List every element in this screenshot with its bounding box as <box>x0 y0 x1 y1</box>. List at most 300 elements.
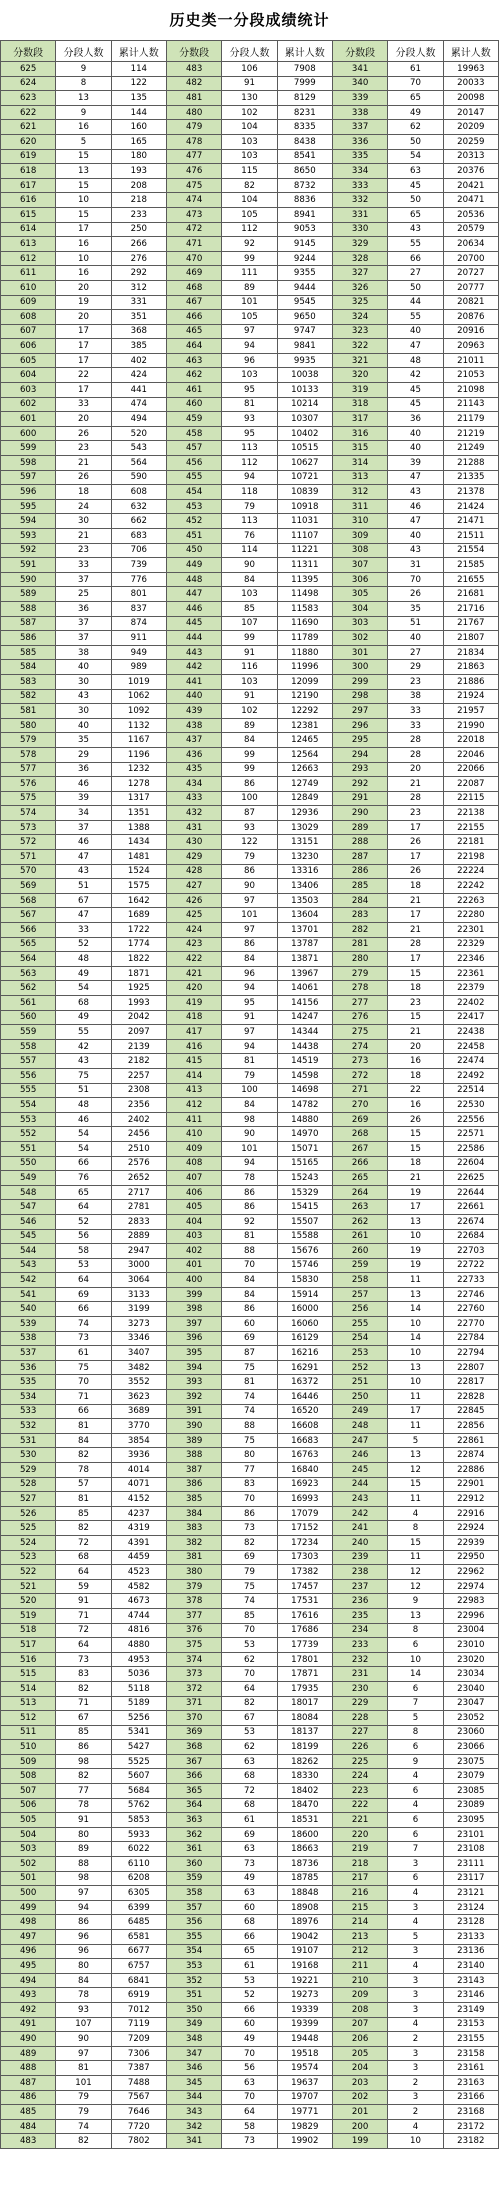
cell-score-segment: 576 <box>1 777 56 792</box>
cell-cumulative-count: 20313 <box>443 149 498 164</box>
cell-cumulative-count: 1575 <box>111 879 166 894</box>
cell-cumulative-count: 1722 <box>111 923 166 938</box>
cell-cumulative-count: 1062 <box>111 689 166 704</box>
cell-segment-count: 55 <box>388 237 443 252</box>
cell-score-segment: 416 <box>166 1039 221 1054</box>
table-row <box>1 1390 499 1405</box>
cell-cumulative-count: 2097 <box>111 1025 166 1040</box>
cell-score-segment: 506 <box>1 1798 56 1813</box>
cell-score-segment: 512 <box>1 1711 56 1726</box>
cell-score-segment: 409 <box>166 1141 221 1156</box>
table-row <box>1 1857 499 1872</box>
cell-score-segment: 235 <box>332 1608 387 1623</box>
cell-cumulative-count: 11583 <box>277 601 332 616</box>
cell-segment-count: 113 <box>222 441 277 456</box>
cell-segment-count: 91 <box>222 689 277 704</box>
cell-score-segment: 410 <box>166 1127 221 1142</box>
cell-segment-count: 112 <box>222 456 277 471</box>
cell-segment-count: 75 <box>222 1579 277 1594</box>
cell-cumulative-count: 8941 <box>277 207 332 222</box>
cell-cumulative-count: 632 <box>111 499 166 514</box>
cell-cumulative-count: 22939 <box>443 1535 498 1550</box>
cell-segment-count: 19 <box>388 1185 443 1200</box>
cell-score-segment: 224 <box>332 1769 387 1784</box>
cell-segment-count: 63 <box>222 1754 277 1769</box>
cell-score-segment: 509 <box>1 1754 56 1769</box>
cell-score-segment: 484 <box>1 2119 56 2134</box>
table-row <box>1 543 499 558</box>
cell-score-segment: 507 <box>1 1784 56 1799</box>
cell-segment-count: 64 <box>56 1638 111 1653</box>
cell-cumulative-count: 13787 <box>277 937 332 952</box>
cell-score-segment: 371 <box>166 1696 221 1711</box>
cell-score-segment: 421 <box>166 966 221 981</box>
cell-cumulative-count: 23149 <box>443 2002 498 2017</box>
cell-segment-count: 102 <box>222 105 277 120</box>
cell-score-segment: 586 <box>1 631 56 646</box>
cell-segment-count: 61 <box>222 1813 277 1828</box>
cell-segment-count: 86 <box>56 1740 111 1755</box>
cell-segment-count: 53 <box>222 1725 277 1740</box>
cell-score-segment: 270 <box>332 1098 387 1113</box>
cell-score-segment: 353 <box>166 1959 221 1974</box>
cell-score-segment: 334 <box>332 164 387 179</box>
cell-cumulative-count: 22807 <box>443 1360 498 1375</box>
cell-segment-count: 65 <box>56 1185 111 1200</box>
cell-score-segment: 330 <box>332 222 387 237</box>
cell-score-segment: 595 <box>1 499 56 514</box>
cell-segment-count: 23 <box>388 806 443 821</box>
cell-cumulative-count: 23182 <box>443 2134 498 2149</box>
cell-segment-count: 84 <box>56 1433 111 1448</box>
cell-score-segment: 370 <box>166 1711 221 1726</box>
cell-cumulative-count: 13316 <box>277 864 332 879</box>
cell-segment-count: 15 <box>388 1141 443 1156</box>
table-row <box>1 1900 499 1915</box>
table-row <box>1 996 499 1011</box>
cell-cumulative-count: 18470 <box>277 1798 332 1813</box>
cell-score-segment: 406 <box>166 1185 221 1200</box>
cell-cumulative-count: 20376 <box>443 164 498 179</box>
cell-cumulative-count: 22746 <box>443 1287 498 1302</box>
table-row <box>1 222 499 237</box>
cell-score-segment: 363 <box>166 1813 221 1828</box>
cell-segment-count: 61 <box>388 62 443 77</box>
cell-cumulative-count: 368 <box>111 324 166 339</box>
cell-cumulative-count: 10918 <box>277 499 332 514</box>
cell-score-segment: 615 <box>1 207 56 222</box>
cell-score-segment: 340 <box>332 76 387 91</box>
table-row <box>1 76 499 91</box>
cell-score-segment: 345 <box>166 2075 221 2090</box>
cell-score-segment: 451 <box>166 529 221 544</box>
cell-segment-count: 5 <box>388 1711 443 1726</box>
cell-cumulative-count: 23089 <box>443 1798 498 1813</box>
cell-segment-count: 66 <box>222 2002 277 2017</box>
cell-cumulative-count: 4071 <box>111 1477 166 1492</box>
cell-cumulative-count: 23108 <box>443 1842 498 1857</box>
score-distribution-table <box>0 40 499 2149</box>
cell-cumulative-count: 22983 <box>443 1594 498 1609</box>
cell-segment-count: 90 <box>222 1127 277 1142</box>
cell-cumulative-count: 23075 <box>443 1754 498 1769</box>
cell-segment-count: 80 <box>56 1827 111 1842</box>
cell-segment-count: 47 <box>56 850 111 865</box>
cell-segment-count: 85 <box>56 1725 111 1740</box>
cell-score-segment: 364 <box>166 1798 221 1813</box>
table-row <box>1 558 499 573</box>
cell-cumulative-count: 21767 <box>443 616 498 631</box>
cell-segment-count: 7 <box>388 1842 443 1857</box>
cell-cumulative-count: 14880 <box>277 1112 332 1127</box>
cell-segment-count: 26 <box>56 426 111 441</box>
cell-segment-count: 78 <box>56 1463 111 1478</box>
cell-segment-count: 67 <box>222 1711 277 1726</box>
cell-segment-count: 4 <box>388 1506 443 1521</box>
cell-cumulative-count: 20727 <box>443 266 498 281</box>
cell-score-segment: 495 <box>1 1959 56 1974</box>
cell-segment-count: 86 <box>222 777 277 792</box>
cell-segment-count: 86 <box>222 937 277 952</box>
cell-cumulative-count: 23153 <box>443 2017 498 2032</box>
table-row <box>1 645 499 660</box>
cell-segment-count: 3 <box>388 1857 443 1872</box>
cell-score-segment: 307 <box>332 558 387 573</box>
cell-score-segment: 291 <box>332 791 387 806</box>
cell-score-segment: 300 <box>332 660 387 675</box>
cell-cumulative-count: 13967 <box>277 966 332 981</box>
cell-cumulative-count: 18137 <box>277 1725 332 1740</box>
cell-score-segment: 541 <box>1 1287 56 1302</box>
cell-segment-count: 10 <box>388 1346 443 1361</box>
cell-cumulative-count: 21249 <box>443 441 498 456</box>
table-row <box>1 62 499 77</box>
cell-cumulative-count: 22886 <box>443 1463 498 1478</box>
cell-cumulative-count: 3000 <box>111 1258 166 1273</box>
cell-segment-count: 17 <box>56 339 111 354</box>
cell-score-segment: 389 <box>166 1433 221 1448</box>
cell-cumulative-count: 266 <box>111 237 166 252</box>
cell-score-segment: 585 <box>1 645 56 660</box>
table-row <box>1 791 499 806</box>
cell-cumulative-count: 1871 <box>111 966 166 981</box>
cell-cumulative-count: 17531 <box>277 1594 332 1609</box>
cell-score-segment: 396 <box>166 1331 221 1346</box>
cell-segment-count: 86 <box>222 1185 277 1200</box>
cell-score-segment: 200 <box>332 2119 387 2134</box>
cell-score-segment: 614 <box>1 222 56 237</box>
cell-score-segment: 277 <box>332 996 387 1011</box>
cell-segment-count: 68 <box>222 1769 277 1784</box>
cell-cumulative-count: 4744 <box>111 1608 166 1623</box>
cell-segment-count: 17 <box>388 1200 443 1215</box>
cell-score-segment: 504 <box>1 1827 56 1842</box>
table-row <box>1 966 499 981</box>
cell-score-segment: 443 <box>166 645 221 660</box>
cell-score-segment: 442 <box>166 660 221 675</box>
cell-score-segment: 525 <box>1 1521 56 1536</box>
cell-cumulative-count: 17801 <box>277 1652 332 1667</box>
cell-cumulative-count: 22760 <box>443 1302 498 1317</box>
cell-segment-count: 74 <box>222 1594 277 1609</box>
cell-cumulative-count: 22361 <box>443 966 498 981</box>
cell-segment-count: 107 <box>56 2017 111 2032</box>
cell-cumulative-count: 6485 <box>111 1915 166 1930</box>
cell-cumulative-count: 989 <box>111 660 166 675</box>
cell-segment-count: 82 <box>222 1535 277 1550</box>
cell-score-segment: 515 <box>1 1667 56 1682</box>
cell-score-segment: 413 <box>166 1083 221 1098</box>
cell-score-segment: 226 <box>332 1740 387 1755</box>
cell-score-segment: 234 <box>332 1623 387 1638</box>
cell-score-segment: 281 <box>332 937 387 952</box>
cell-segment-count: 116 <box>222 660 277 675</box>
cell-cumulative-count: 22556 <box>443 1112 498 1127</box>
table-row <box>1 1010 499 1025</box>
cell-cumulative-count: 5341 <box>111 1725 166 1740</box>
cell-cumulative-count: 3854 <box>111 1433 166 1448</box>
cell-score-segment: 613 <box>1 237 56 252</box>
table-row <box>1 207 499 222</box>
cell-score-segment: 260 <box>332 1244 387 1259</box>
cell-segment-count: 19 <box>388 1244 443 1259</box>
cell-score-segment: 621 <box>1 120 56 135</box>
cell-cumulative-count: 1351 <box>111 806 166 821</box>
cell-segment-count: 21 <box>56 456 111 471</box>
cell-segment-count: 115 <box>222 164 277 179</box>
cell-cumulative-count: 23052 <box>443 1711 498 1726</box>
cell-segment-count: 22 <box>56 368 111 383</box>
cell-cumulative-count: 144 <box>111 105 166 120</box>
cell-segment-count: 17 <box>388 820 443 835</box>
cell-cumulative-count: 22115 <box>443 791 498 806</box>
cell-segment-count: 51 <box>56 1083 111 1098</box>
cell-score-segment: 333 <box>332 178 387 193</box>
cell-score-segment: 381 <box>166 1550 221 1565</box>
cell-segment-count: 75 <box>222 1433 277 1448</box>
table-row <box>1 529 499 544</box>
cell-cumulative-count: 7012 <box>111 2002 166 2017</box>
cell-cumulative-count: 20259 <box>443 134 498 149</box>
cell-score-segment: 485 <box>1 2105 56 2120</box>
cell-cumulative-count: 21681 <box>443 587 498 602</box>
cell-cumulative-count: 3482 <box>111 1360 166 1375</box>
cell-segment-count: 36 <box>56 762 111 777</box>
header-score-segment-2: 分数段 <box>166 41 221 62</box>
cell-score-segment: 482 <box>166 76 221 91</box>
table-row <box>1 1244 499 1259</box>
cell-segment-count: 88 <box>222 1419 277 1434</box>
cell-segment-count: 50 <box>388 134 443 149</box>
table-row <box>1 1433 499 1448</box>
cell-segment-count: 50 <box>388 193 443 208</box>
cell-cumulative-count: 22438 <box>443 1025 498 1040</box>
cell-cumulative-count: 7119 <box>111 2017 166 2032</box>
cell-cumulative-count: 233 <box>111 207 166 222</box>
cell-cumulative-count: 7488 <box>111 2075 166 2090</box>
cell-score-segment: 618 <box>1 164 56 179</box>
cell-score-segment: 204 <box>332 2061 387 2076</box>
cell-score-segment: 554 <box>1 1098 56 1113</box>
cell-score-segment: 597 <box>1 470 56 485</box>
table-row <box>1 1813 499 1828</box>
cell-score-segment: 574 <box>1 806 56 821</box>
cell-segment-count: 75 <box>222 1360 277 1375</box>
cell-cumulative-count: 21511 <box>443 529 498 544</box>
cell-segment-count: 79 <box>222 1068 277 1083</box>
cell-cumulative-count: 16291 <box>277 1360 332 1375</box>
cell-score-segment: 463 <box>166 353 221 368</box>
cell-score-segment: 480 <box>166 105 221 120</box>
cell-segment-count: 130 <box>222 91 277 106</box>
cell-segment-count: 66 <box>56 1302 111 1317</box>
cell-segment-count: 46 <box>56 777 111 792</box>
cell-cumulative-count: 14782 <box>277 1098 332 1113</box>
cell-segment-count: 45 <box>388 397 443 412</box>
cell-segment-count: 73 <box>56 1652 111 1667</box>
cell-segment-count: 51 <box>388 616 443 631</box>
cell-score-segment: 303 <box>332 616 387 631</box>
cell-score-segment: 341 <box>332 62 387 77</box>
cell-segment-count: 71 <box>56 1390 111 1405</box>
cell-segment-count: 73 <box>222 1521 277 1536</box>
cell-cumulative-count: 662 <box>111 514 166 529</box>
table-row <box>1 1594 499 1609</box>
cell-cumulative-count: 16060 <box>277 1317 332 1332</box>
table-row <box>1 1331 499 1346</box>
cell-score-segment: 517 <box>1 1638 56 1653</box>
cell-score-segment: 343 <box>166 2105 221 2120</box>
cell-score-segment: 223 <box>332 1784 387 1799</box>
cell-cumulative-count: 4816 <box>111 1623 166 1638</box>
cell-segment-count: 93 <box>56 2002 111 2017</box>
cell-cumulative-count: 3407 <box>111 1346 166 1361</box>
cell-segment-count: 80 <box>56 1959 111 1974</box>
cell-segment-count: 89 <box>222 718 277 733</box>
cell-score-segment: 415 <box>166 1054 221 1069</box>
cell-segment-count: 83 <box>222 1477 277 1492</box>
cell-cumulative-count: 5762 <box>111 1798 166 1813</box>
table-row <box>1 1623 499 1638</box>
cell-score-segment: 206 <box>332 2032 387 2047</box>
table-body <box>1 62 499 2149</box>
cell-cumulative-count: 12849 <box>277 791 332 806</box>
cell-score-segment: 555 <box>1 1083 56 1098</box>
cell-segment-count: 84 <box>222 733 277 748</box>
cell-score-segment: 478 <box>166 134 221 149</box>
cell-segment-count: 14 <box>388 1302 443 1317</box>
cell-score-segment: 329 <box>332 237 387 252</box>
cell-score-segment: 520 <box>1 1594 56 1609</box>
table-row <box>1 134 499 149</box>
cell-score-segment: 583 <box>1 674 56 689</box>
cell-score-segment: 232 <box>332 1652 387 1667</box>
cell-cumulative-count: 7387 <box>111 2061 166 2076</box>
cell-score-segment: 369 <box>166 1725 221 1740</box>
cell-cumulative-count: 20033 <box>443 76 498 91</box>
cell-segment-count: 61 <box>222 1959 277 1974</box>
cell-segment-count: 33 <box>388 718 443 733</box>
table-row <box>1 1550 499 1565</box>
cell-cumulative-count: 5118 <box>111 1681 166 1696</box>
cell-cumulative-count: 2456 <box>111 1127 166 1142</box>
table-row <box>1 1652 499 1667</box>
table-row <box>1 251 499 266</box>
cell-cumulative-count: 14698 <box>277 1083 332 1098</box>
cell-segment-count: 70 <box>222 1492 277 1507</box>
cell-score-segment: 332 <box>332 193 387 208</box>
cell-segment-count: 113 <box>222 514 277 529</box>
cell-cumulative-count: 21716 <box>443 601 498 616</box>
cell-score-segment: 324 <box>332 310 387 325</box>
cell-cumulative-count: 15914 <box>277 1287 332 1302</box>
table-row <box>1 893 499 908</box>
cell-score-segment: 544 <box>1 1244 56 1259</box>
table-row <box>1 1871 499 1886</box>
cell-cumulative-count: 22874 <box>443 1448 498 1463</box>
cell-cumulative-count: 14247 <box>277 1010 332 1025</box>
table-row <box>1 1287 499 1302</box>
cell-score-segment: 608 <box>1 310 56 325</box>
cell-cumulative-count: 2717 <box>111 1185 166 1200</box>
cell-score-segment: 522 <box>1 1565 56 1580</box>
cell-cumulative-count: 17739 <box>277 1638 332 1653</box>
cell-segment-count: 15 <box>56 178 111 193</box>
cell-score-segment: 565 <box>1 937 56 952</box>
cell-cumulative-count: 22916 <box>443 1506 498 1521</box>
cell-score-segment: 464 <box>166 339 221 354</box>
cell-cumulative-count: 16216 <box>277 1346 332 1361</box>
cell-cumulative-count: 218 <box>111 193 166 208</box>
cell-cumulative-count: 23034 <box>443 1667 498 1682</box>
cell-cumulative-count: 13151 <box>277 835 332 850</box>
cell-segment-count: 103 <box>222 587 277 602</box>
cell-cumulative-count: 20916 <box>443 324 498 339</box>
cell-segment-count: 23 <box>388 996 443 1011</box>
cell-segment-count: 18 <box>388 1156 443 1171</box>
cell-cumulative-count: 18785 <box>277 1871 332 1886</box>
cell-score-segment: 320 <box>332 368 387 383</box>
cell-cumulative-count: 14061 <box>277 981 332 996</box>
cell-score-segment: 376 <box>166 1623 221 1638</box>
cell-score-segment: 452 <box>166 514 221 529</box>
cell-cumulative-count: 5036 <box>111 1667 166 1682</box>
cell-cumulative-count: 22242 <box>443 879 498 894</box>
cell-score-segment: 601 <box>1 412 56 427</box>
cell-cumulative-count: 20876 <box>443 310 498 325</box>
cell-segment-count: 69 <box>222 1827 277 1842</box>
table-row <box>1 1098 499 1113</box>
cell-segment-count: 50 <box>388 280 443 295</box>
cell-score-segment: 498 <box>1 1915 56 1930</box>
cell-score-segment: 472 <box>166 222 221 237</box>
cell-segment-count: 49 <box>56 966 111 981</box>
cell-cumulative-count: 21011 <box>443 353 498 368</box>
cell-cumulative-count: 22458 <box>443 1039 498 1054</box>
cell-segment-count: 64 <box>56 1565 111 1580</box>
table-row <box>1 383 499 398</box>
cell-segment-count: 6 <box>388 1784 443 1799</box>
cell-score-segment: 624 <box>1 76 56 91</box>
table-row <box>1 456 499 471</box>
cell-cumulative-count: 23140 <box>443 1959 498 1974</box>
cell-segment-count: 17 <box>56 383 111 398</box>
cell-segment-count: 26 <box>56 470 111 485</box>
cell-segment-count: 96 <box>56 1944 111 1959</box>
cell-cumulative-count: 2182 <box>111 1054 166 1069</box>
cell-segment-count: 21 <box>388 777 443 792</box>
table-row <box>1 426 499 441</box>
